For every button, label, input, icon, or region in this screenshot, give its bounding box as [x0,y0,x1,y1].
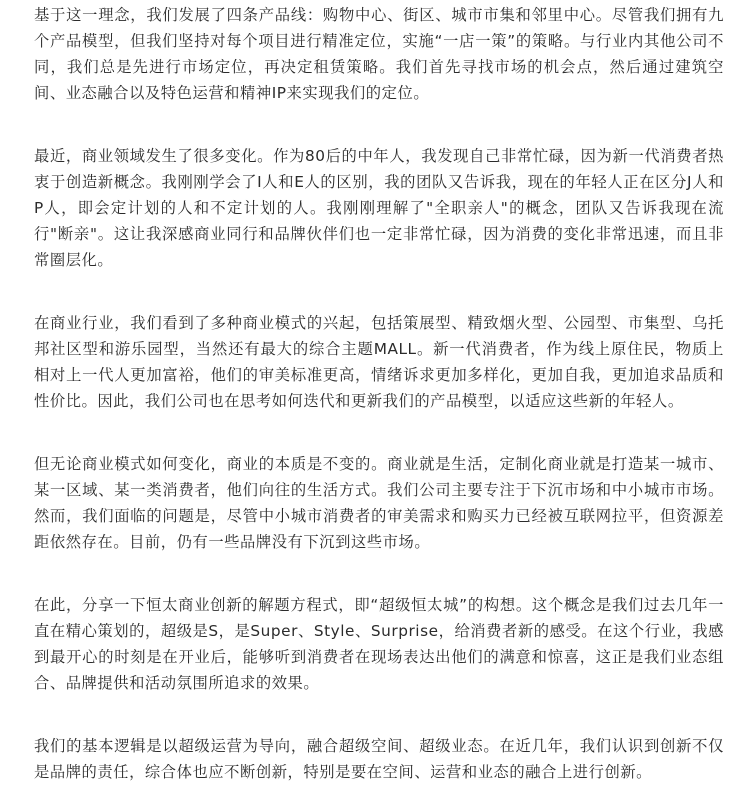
article-body [34,2,724,785]
paragraph-product-lines: 基于这一理念，我们发展了四条产品线：购物中心、街区、城市市集和邻里中心。尽管我们拥有九个产品模型，但我们坚持对每个项目进行精准定位，实施“一店一策”的策略。与行业内其他公司不同，我们总是先进行市场定位，再决定租赁策略。我们首先寻找市场的机会点，然后通过建筑空间、业态融合以及特色运营和精神IP来实现我们的定位。 [34,6,724,102]
paragraph-business-models: 在商业行业，我们看到了多种商业模式的兴起，包括策展型、精致烟火型、公园型、市集型、乌托邦社区型和游乐园型，当然还有最大的综合主题MALL。新一代消费者，作为线上原住民，物质上相对上一代人更加富裕，他们的审美标准更高，情绪诉求更加多样化，更加自我，更加追求品质和性价比。因此，我们公司也在思考如何迭代和更新我们的产品模型，以适应这些新的年轻人。 [34,314,724,410]
paragraph-super-hengtai-city: 在此，分享一下恒太商业创新的解题方程式，即“超级恒太城”的构想。这个概念是我们过去几年一直在精心策划的，超级是S，是Super、Style、Surprise，给消费者新的感受。在这个行业，我感到最开心的时刻是在开业后，能够听到消费者在现场表达出他们的满意和惊喜，这正是我们业态组合、品牌提供和活动氛围所追求的效果。 [34,596,724,692]
paragraph-basic-logic: 我们的基本逻辑是以超级运营为导向，融合超级空间、超级业态。在近几年，我们认识到创新不仅是品牌的责任，综合体也应不断创新，特别是要在空间、运营和业态的融合上进行创新。 [34,737,724,781]
paragraph-business-changes: 最近，商业领域发生了很多变化。作为80后的中年人，我发现自己非常忙碌，因为新一代消费者热衷于创造新概念。我刚刚学会了I人和E人的区别，我的团队又告诉我，现在的年轻人正在区分J人和P人，即会定计划的人和不定计划的人。我刚刚理解了"全职亲人"的概念，团队又告诉我现在流行"断亲"。这让我深感商业同行和品牌伙伴们也一定非常忙碌，因为消费的变化非常迅速，而且非常圈层化。 [34,147,724,269]
paragraph-business-essence: 但无论商业模式如何变化，商业的本质是不变的。商业就是生活，定制化商业就是打造某一城市、某一区域、某一类消费者，他们向往的生活方式。我们公司主要专注于下沉市场和中小城市市场。然而，我们面临的问题是，尽管中小城市消费者的审美需求和购买力已经被互联网拉平，但资源差距依然存在。目前，仍有一些品牌没有下沉到这些市场。 [34,455,724,551]
